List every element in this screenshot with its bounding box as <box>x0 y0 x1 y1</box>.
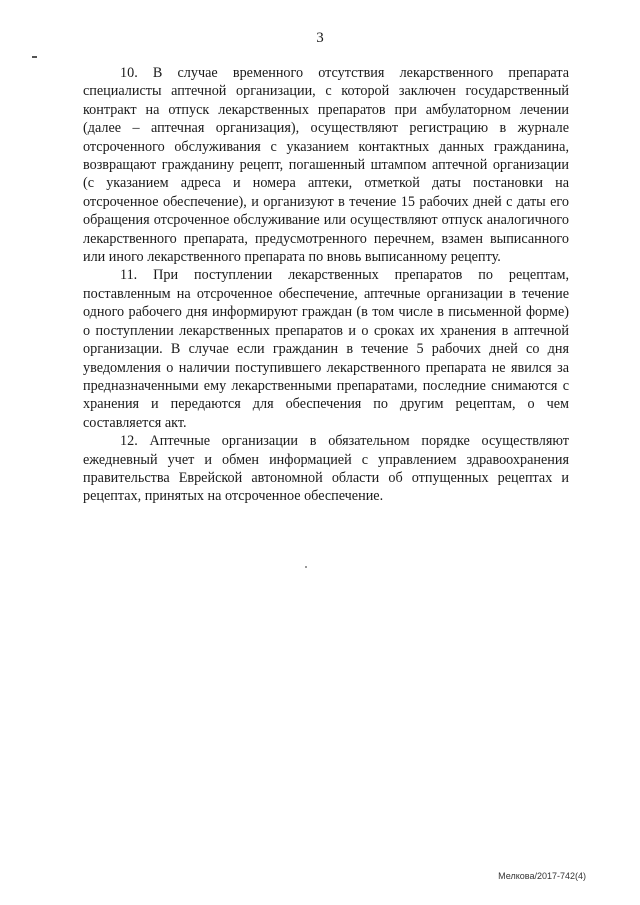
scan-dash-mark <box>32 56 37 58</box>
document-body <box>83 64 569 506</box>
paragraph-10: 10. В случае временного отсутствия лекарственного препарата специалисты аптечной организации, с которой заключен государственный контракт на отпуск лекарственных препаратов при амбулаторном лечении (далее – аптечная организация), осуществляют регистрацию в журнале отсроченного обслуживания с указанием контактных данных гражданина, возвращают гражданину рецепт, погашенный штампом аптечной организации (с указанием адреса и номера аптеки, отметкой даты постановки на отсроченное обеспечение), и организуют в течение 15 рабочих дней с даты его обращения отсроченное обслуживание или осуществляют отпуск аналогичного лекарственного препарата, предусмотренного перечнем, взамен выписанного или иного лекарственного препарата по вновь выписанному рецепту. <box>83 65 569 266</box>
page-number: 3 <box>316 30 324 46</box>
scan-dot-mark <box>305 566 307 568</box>
document-footer-code: Мелкова/2017-742(4) <box>498 871 586 881</box>
paragraph-12: 12. Аптечные организации в обязательном порядке осуществляют ежедневный учет и обмен информацией с управлением здравоохранения правительства Еврейской автономной области об отпущенных рецептах и рецептах, принятых на отсроченное обеспечение. <box>83 433 569 505</box>
paragraph-11: 11. При поступлении лекарственных препаратов по рецептам, поставленным на отсроченное обеспечение, аптечные организации в течение одного рабочего дня информируют граждан (в том числе в письменной форме) о поступлении лекарственных препаратов и о сроках их хранения в аптечной организации. В случае если гражданин в течение 5 рабочих дней со дня уведомления о наличии поступившего лекарственного препарата не явился за предназначенными ему лекарственными препаратами, последние снимаются с хранения и передаются для обеспечения по другим рецептам, о чем составляется акт. <box>83 267 569 431</box>
